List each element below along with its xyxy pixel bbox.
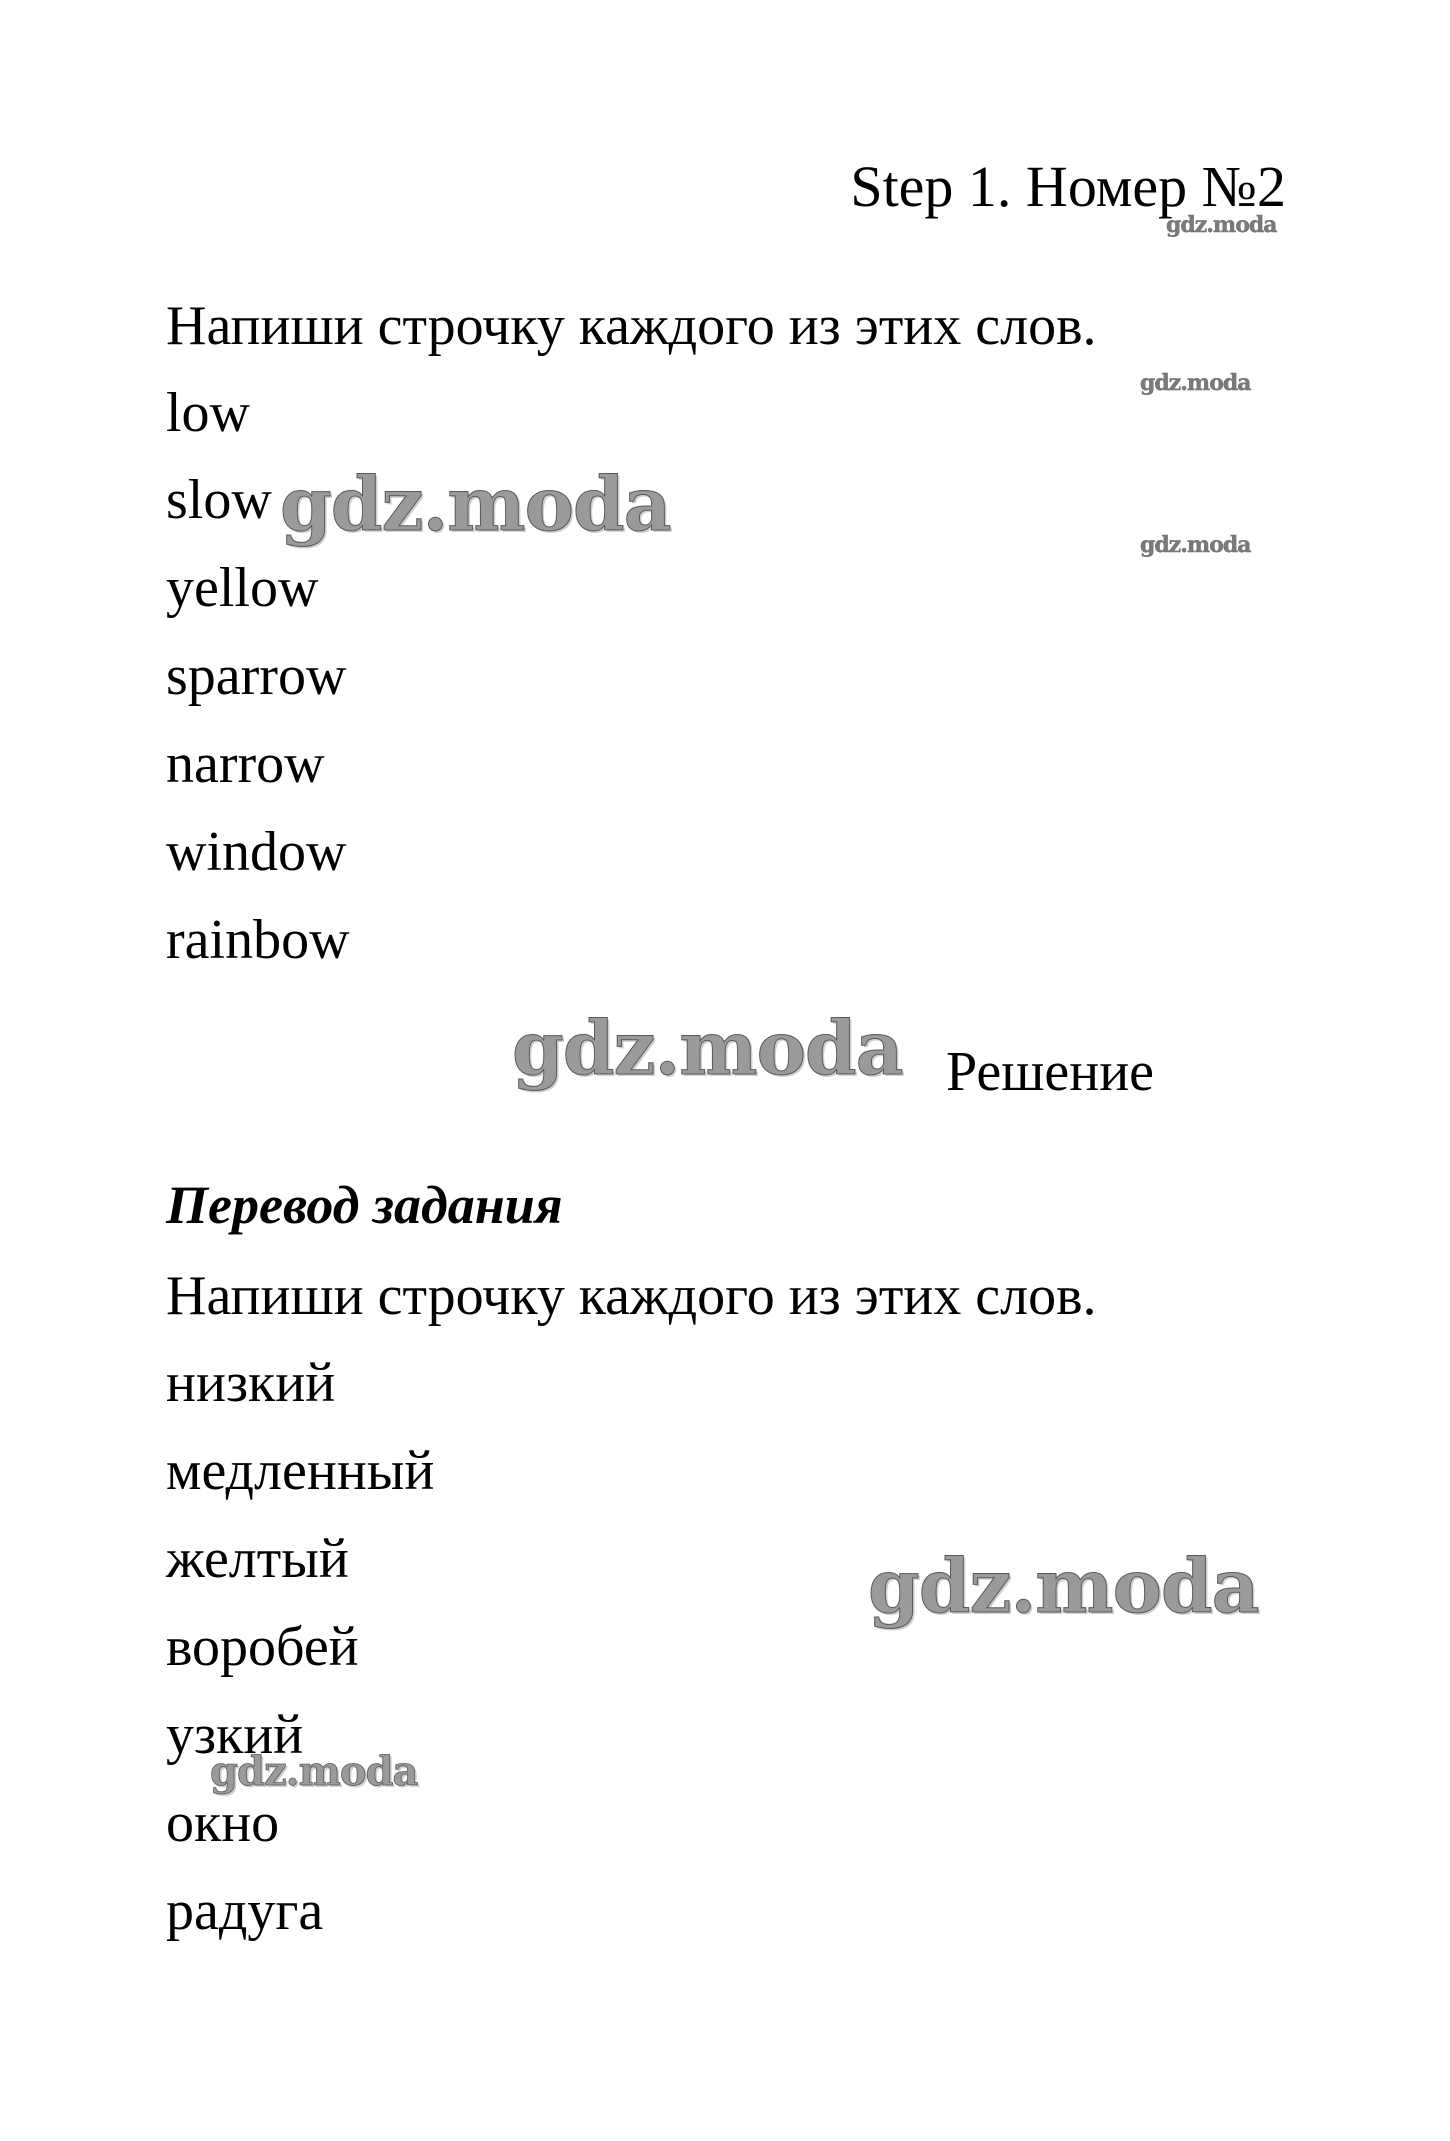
translation-instruction: Напиши строчку каждого из этих слов. (166, 1265, 1097, 1327)
translated-word-item: медленный (166, 1440, 435, 1502)
watermark: gdz.moda (1140, 532, 1251, 558)
watermark: gdz.moda (1140, 370, 1251, 396)
word-item: rainbow (166, 909, 350, 971)
watermark: gdz.moda (280, 462, 671, 548)
word-item: window (166, 821, 347, 883)
word-item: narrow (166, 733, 325, 795)
translated-word-item: низкий (166, 1352, 336, 1414)
task-instruction: Напиши строчку каждого из этих слов. (166, 295, 1097, 357)
translated-word-item: узкий (166, 1704, 304, 1766)
watermark: gdz.moda (1166, 212, 1277, 238)
watermark: gdz.moda (210, 1748, 418, 1795)
word-item: sparrow (166, 645, 347, 707)
translation-heading: Перевод задания (166, 1175, 563, 1235)
translated-word-item: желтый (166, 1528, 349, 1590)
word-item: yellow (166, 557, 319, 619)
translated-word-item: воробей (166, 1616, 359, 1678)
translated-word-item: окно (166, 1792, 280, 1854)
solution-label: Решение (946, 1041, 1155, 1103)
watermark: gdz.moda (868, 1544, 1259, 1630)
word-item: low (166, 382, 250, 444)
page-title: Step 1. Номер №2 (850, 154, 1286, 219)
translated-word-item: радуга (166, 1880, 324, 1942)
watermark: gdz.moda (512, 1006, 903, 1092)
word-item: slow (166, 469, 272, 531)
